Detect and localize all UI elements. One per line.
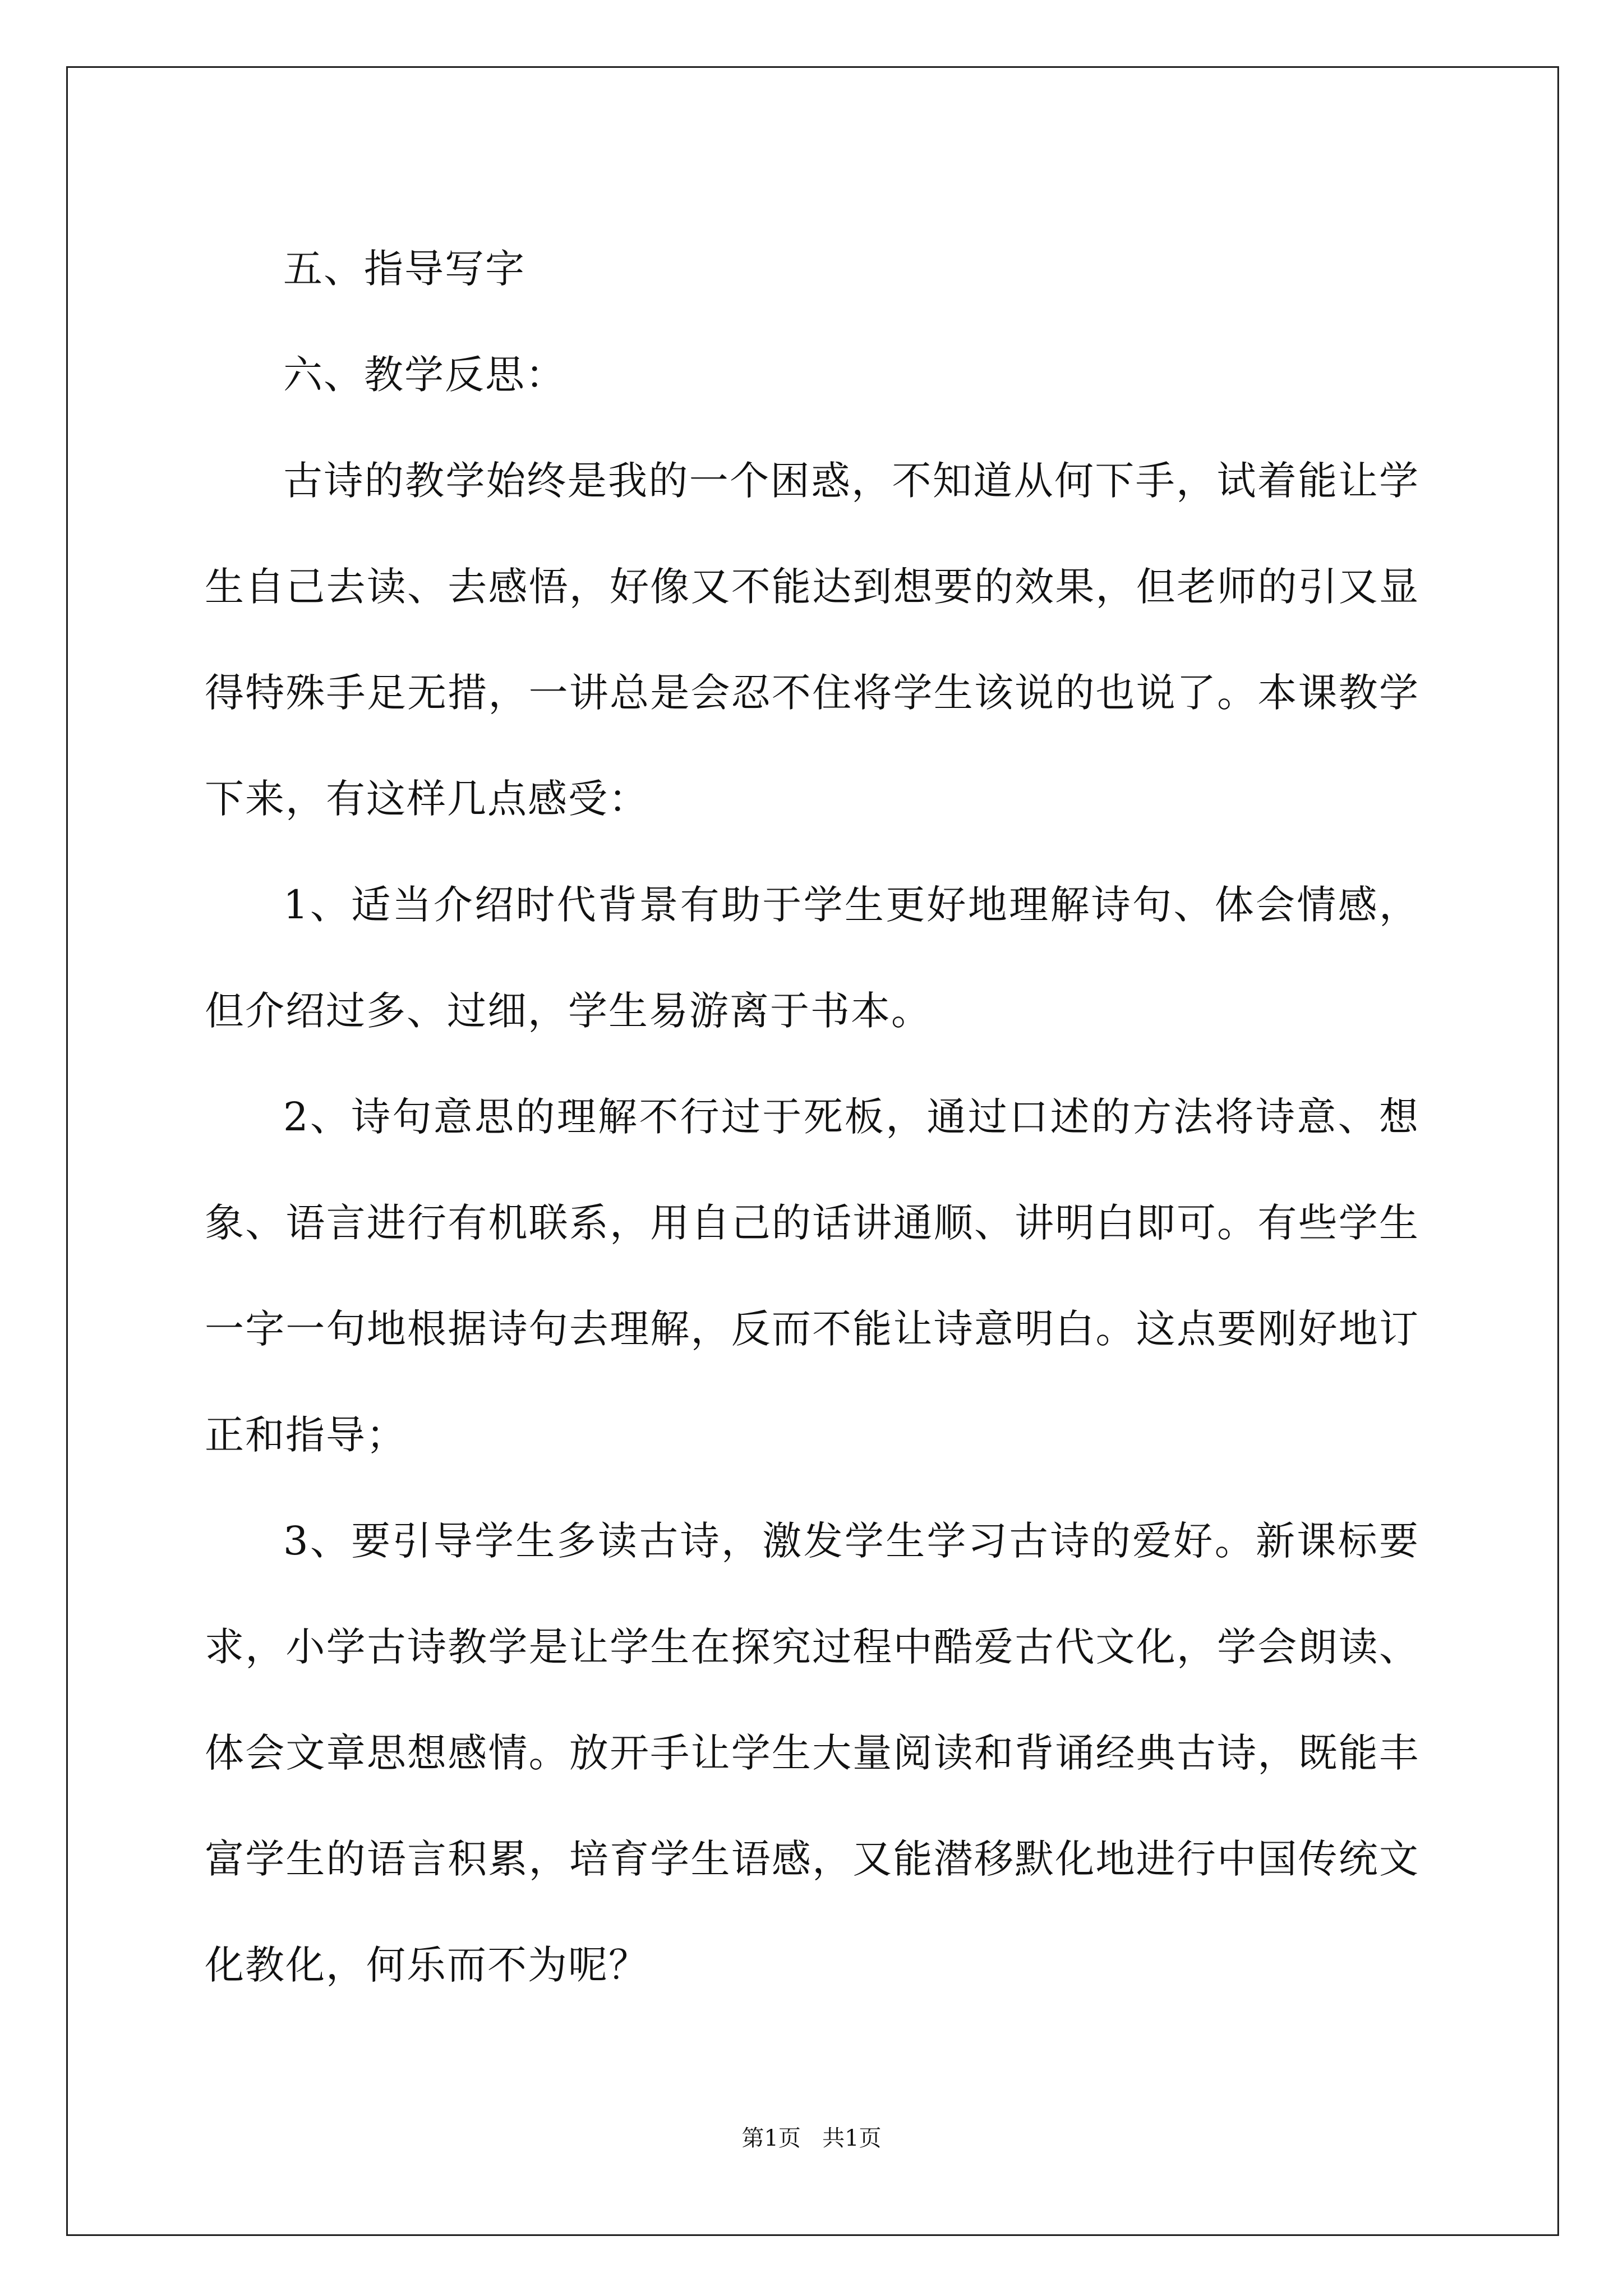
section-heading-guide-writing: 五、指导写字 (283, 246, 525, 292)
reflection-point-3: 3、要引导学生多读古诗，激发学生学习古诗的爱好。新课标要求，小学古诗教学是让学生在探究过程中酷爱古代文化，学会朗读、体会文章思想感情。放开手让学生大量阅读和背诵经典古诗，既能丰富学生的语言积累，培育学生语感，又能潜移默化地进行中国传统文化教化，何乐而不为呢？ (205, 1518, 1419, 1988)
page-number-current: 第1页 (741, 2125, 801, 2151)
reflection-point-2: 2、诗句意思的理解不行过于死板，通过口述的方法将诗意、想象、语言进行有机联系，用自己的话讲通顺、讲明白即可。有些学生一字一句地根据诗句去理解，反而不能让诗意明白。这点要刚好地订正和指导； (205, 1094, 1419, 1458)
reflection-point-1: 1、适当介绍时代背景有助于学生更好地理解诗句、体会情感，但介绍过多、过细，学生易游离于书本。 (205, 882, 1419, 1034)
page-number-total: 共1页 (822, 2125, 882, 2151)
reflection-intro-paragraph: 古诗的教学始终是我的一个困惑，不知道从何下手，试着能让学生自己去读、去感悟，好像又不能达到想要的效果，但老师的引又显得特殊手足无措，一讲总是会忍不住将学生该说的也说了。本课教学下来，有这样几点感受： (205, 458, 1419, 822)
section-heading-teaching-reflection: 六、教学反思： (283, 352, 566, 398)
page-footer (0, 2122, 1623, 2155)
document-body (205, 216, 1419, 2018)
